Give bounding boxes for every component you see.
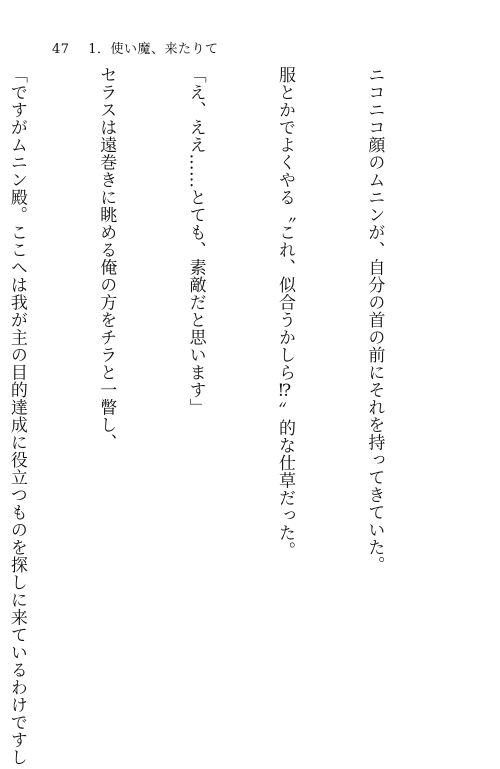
- text-line: 「ですがムニン殿。ここへは我が主の目的達成に役立つものを探しに来ているわけですし: [6, 66, 27, 766]
- text-line: ニコニコ顔のムニンが、自分の首の前にそれを持ってきていた。: [364, 66, 385, 574]
- text-line: 「え、ええ……とても、素敵だと思います」: [185, 66, 206, 416]
- text-line: 服とかでよくやる〝これ、似合うかしら⁉〟的な仕草だった。: [275, 66, 296, 559]
- body-text: [0, 66, 448, 766]
- text-line: セラスは遠巻きに眺める俺の方をチラと一瞥し、: [96, 66, 117, 451]
- page-number: 47: [52, 42, 70, 57]
- page-header: [52, 38, 218, 57]
- chapter-title: 1．使い魔、来たりて: [88, 42, 219, 57]
